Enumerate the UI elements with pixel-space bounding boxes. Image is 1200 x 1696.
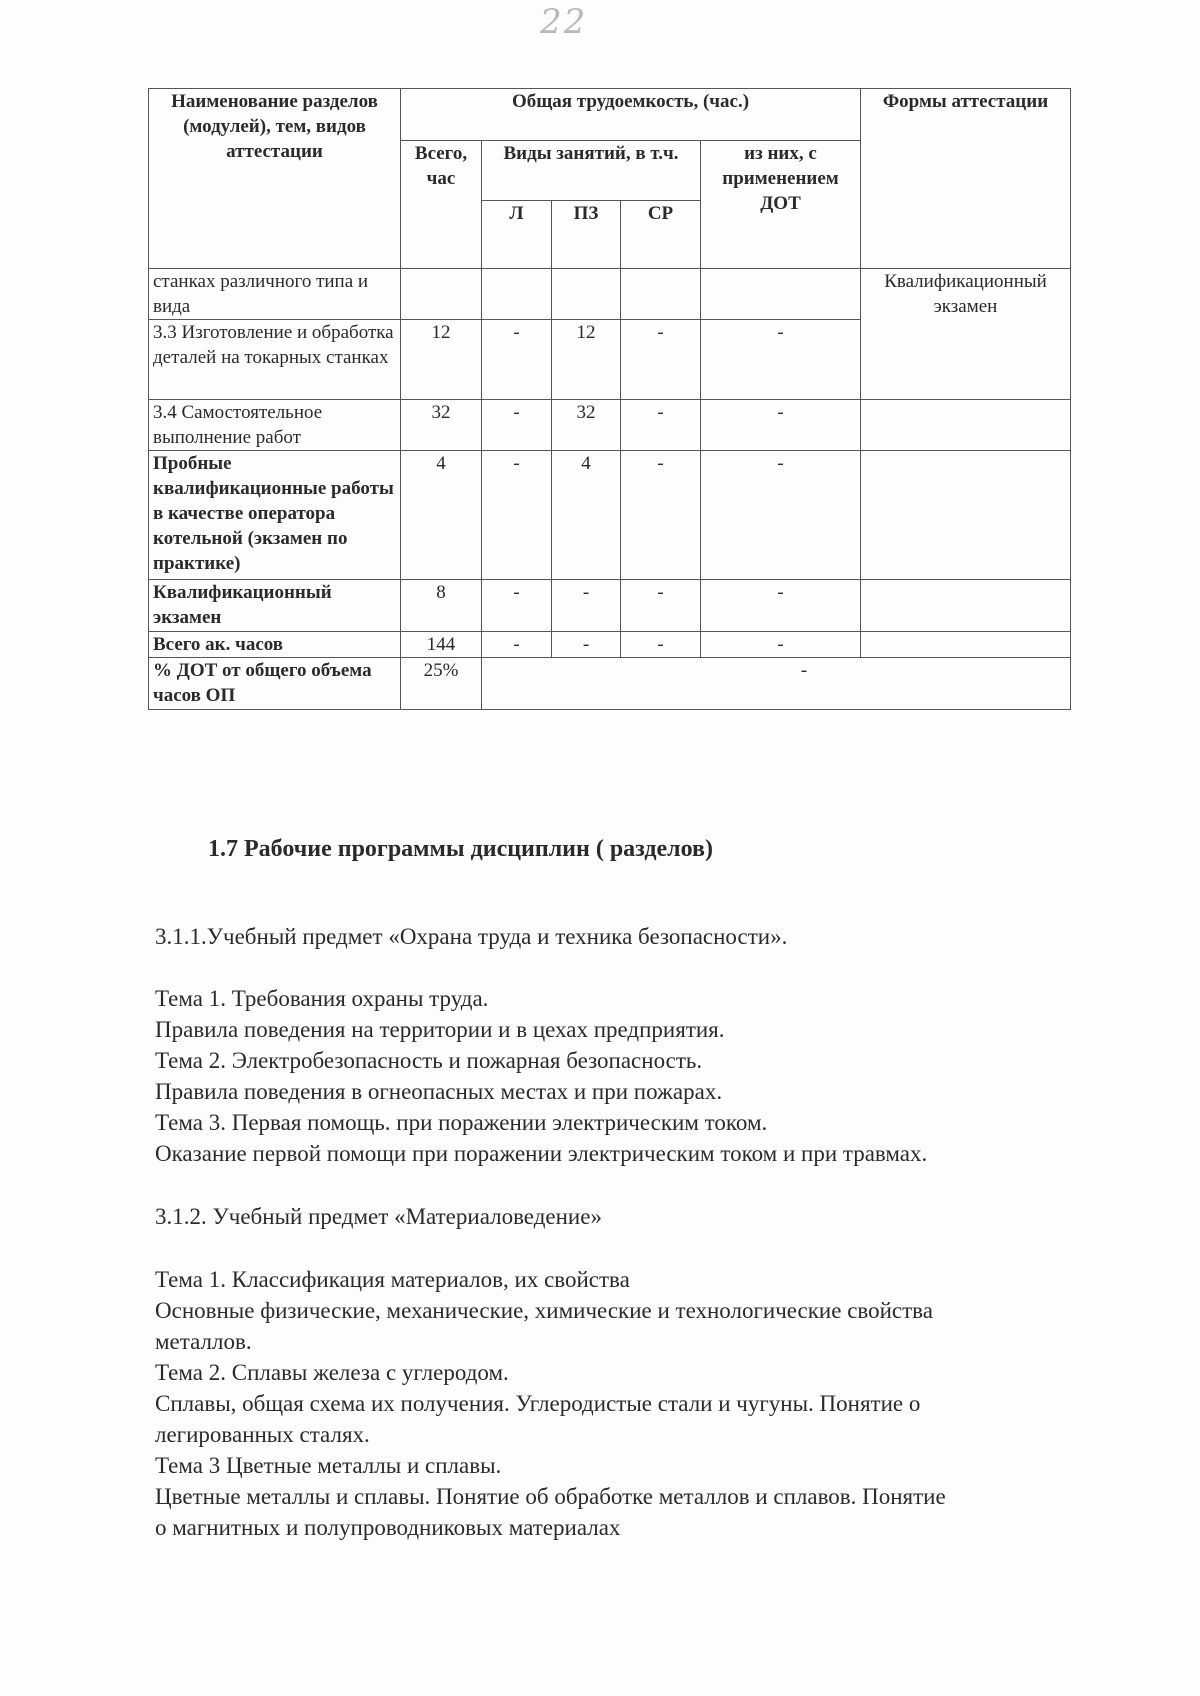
row-l: - — [482, 632, 552, 658]
row-sr: - — [621, 320, 701, 400]
subject-line: Оказание первой помощи при поражении электрическим током и при травмах. — [155, 1141, 928, 1166]
row-form — [861, 580, 1071, 632]
subject-line: легированных сталях. — [155, 1422, 370, 1447]
row-form — [861, 632, 1071, 658]
subject-line: Тема 2. Сплавы железа с углеродом. — [155, 1360, 509, 1385]
header-pz: ПЗ — [552, 201, 621, 269]
row-pz — [552, 269, 621, 320]
subject-line: Цветные металлы и сплавы. Понятие об обработке металлов и сплавов. Понятие — [155, 1484, 946, 1509]
table-row — [149, 632, 1071, 658]
subject-line: о магнитных и полупроводниковых материалах — [155, 1515, 621, 1540]
row-name: Квалификационный экзамен — [149, 580, 401, 632]
table-row — [149, 269, 1071, 320]
row-name: 3.3 Изготовление и обработка деталей на токарных станках — [149, 320, 401, 400]
header-total-labor: Общая трудоемкость, (час.) — [401, 89, 861, 141]
header-dot: из них, с применением ДОТ — [701, 141, 861, 269]
header-total-hours: Всего, час — [401, 141, 482, 269]
subject-line: Тема 1. Классификация материалов, их свойства — [155, 1267, 630, 1292]
row-total — [401, 269, 482, 320]
subject-line: Тема 3 Цветные металлы и сплавы. — [155, 1453, 502, 1478]
attestation-form: Квалификационный экзамен — [861, 269, 1071, 400]
header-sr: СР — [621, 201, 701, 269]
table-row — [149, 658, 1071, 710]
row-name: % ДОТ от общего объема часов ОП — [149, 658, 401, 710]
row-sr: - — [621, 451, 701, 580]
row-dot: - — [701, 632, 861, 658]
subject-line: Основные физические, механические, химические и технологические свойства — [155, 1298, 933, 1323]
row-pz: 4 — [552, 451, 621, 580]
row-sr: - — [621, 580, 701, 632]
section-heading: 1.7 Рабочие программы дисциплин ( разделов) — [208, 836, 713, 862]
row-l: - — [482, 320, 552, 400]
row-total: 12 — [401, 320, 482, 400]
subject-line: Тема 3. Первая помощь. при поражении электрическим током. — [155, 1110, 768, 1135]
subject-line: металлов. — [155, 1329, 252, 1354]
row-pz: 32 — [552, 400, 621, 451]
subject-line: Правила поведения в огнеопасных местах и при пожарах. — [155, 1079, 723, 1104]
row-l: - — [482, 580, 552, 632]
row-sr — [621, 269, 701, 320]
curriculum-table — [148, 88, 1071, 710]
row-name: 3.4 Самостоятельное выполнение работ — [149, 400, 401, 451]
subject-line: Тема 2. Электробезопасность и пожарная безопасность. — [155, 1048, 703, 1073]
row-rest: - — [482, 658, 1071, 710]
row-dot — [701, 269, 861, 320]
subject-line: Тема 1. Требования охраны труда. — [155, 986, 489, 1011]
subject-title: 3.1.2. Учебный предмет «Материаловедение» — [155, 1204, 602, 1229]
row-total: 25% — [401, 658, 482, 710]
row-sr: - — [621, 632, 701, 658]
row-dot: - — [701, 451, 861, 580]
header-forms: Формы аттестации — [861, 89, 1071, 269]
table-row — [149, 400, 1071, 451]
subject-line: Правила поведения на территории и в цехах предприятия. — [155, 1017, 725, 1042]
row-dot: - — [701, 580, 861, 632]
row-total: 144 — [401, 632, 482, 658]
row-name: станках различного типа и вида — [149, 269, 401, 320]
row-name: Пробные квалификационные работы в качестве оператора котельной (экзамен по практике) — [149, 451, 401, 580]
table-row — [149, 451, 1071, 580]
subject-line: Сплавы, общая схема их получения. Углеродистые стали и чугуны. Понятие о — [155, 1391, 921, 1416]
header-name: Наименование разделов (модулей), тем, видов аттестации — [149, 89, 401, 269]
header-l: Л — [482, 201, 552, 269]
row-total: 8 — [401, 580, 482, 632]
row-pz: - — [552, 580, 621, 632]
row-l: - — [482, 400, 552, 451]
row-pz: 12 — [552, 320, 621, 400]
row-sr: - — [621, 400, 701, 451]
row-l: - — [482, 451, 552, 580]
row-name: Всего ак. часов — [149, 632, 401, 658]
row-total: 32 — [401, 400, 482, 451]
subject-title: 3.1.1.Учебный предмет «Охрана труда и техника безопасности». — [155, 924, 788, 949]
row-l — [482, 269, 552, 320]
row-dot: - — [701, 320, 861, 400]
row-pz: - — [552, 632, 621, 658]
row-form — [861, 451, 1071, 580]
page-number: 22 — [540, 2, 588, 42]
table-row — [149, 580, 1071, 632]
row-form — [861, 400, 1071, 451]
row-total: 4 — [401, 451, 482, 580]
row-dot: - — [701, 400, 861, 451]
header-lesson-types: Виды занятий, в т.ч. — [482, 141, 701, 201]
